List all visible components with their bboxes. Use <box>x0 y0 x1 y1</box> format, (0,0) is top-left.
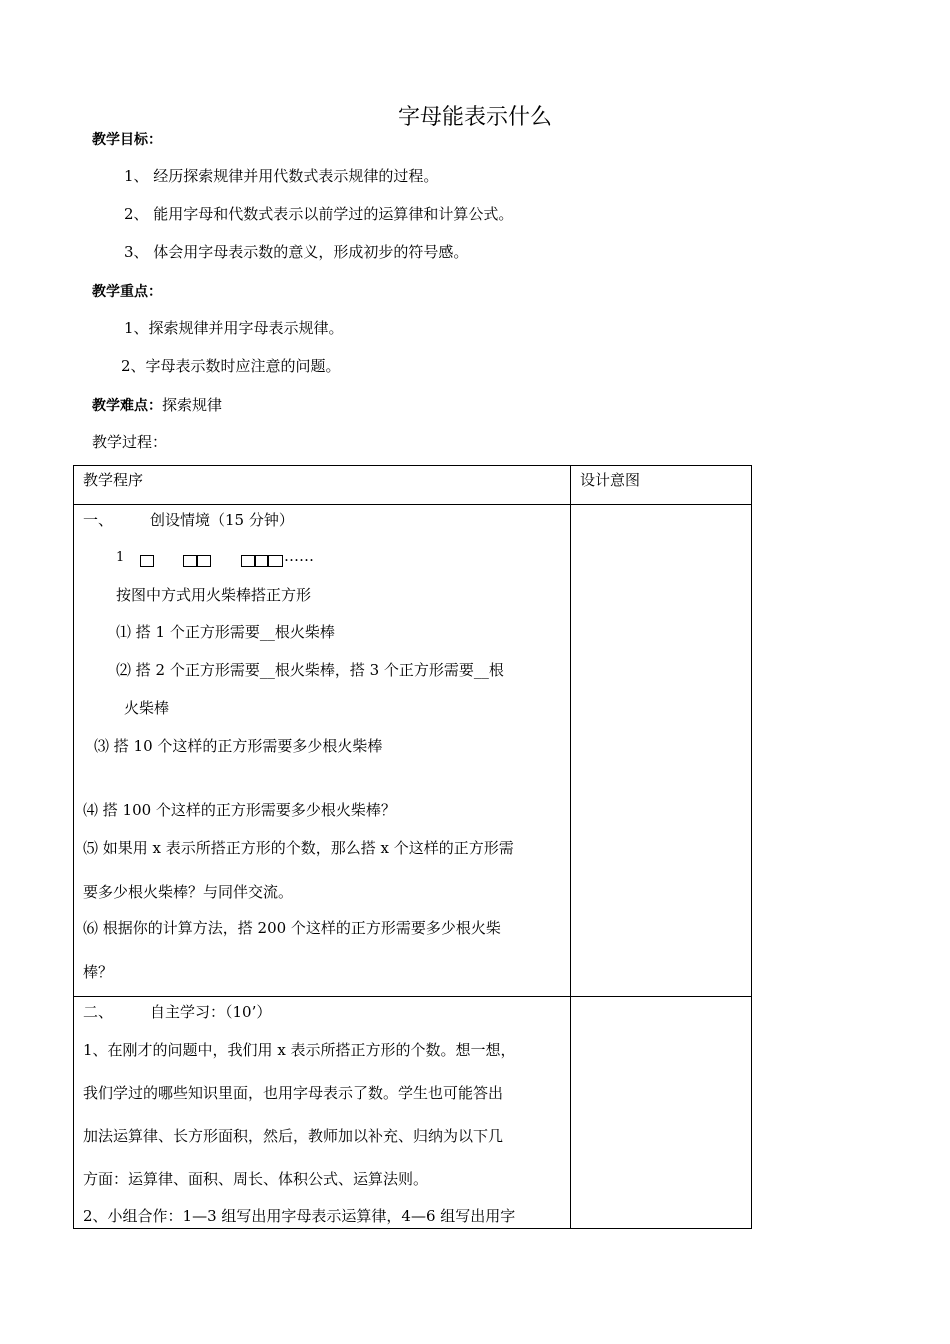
section1-number: 一、 <box>83 511 114 529</box>
two-squares <box>183 555 211 567</box>
section2-line: 2、小组合作：1—3 组写出用字母表示运算律，4—6 组写出用字 <box>83 1207 516 1225</box>
figure-label: 1 <box>116 550 125 565</box>
section2-line: 加法运算律、长方形面积，然后，教师加以补充、归纳为以下几 <box>83 1127 504 1145</box>
section1-title: 创设情境（15 分钟） <box>150 511 294 529</box>
figure-ellipsis: …… <box>284 547 314 565</box>
table-border-top <box>73 465 752 466</box>
table-border-right <box>751 465 752 1229</box>
table-header-intent: 设计意图 <box>580 471 641 489</box>
section2-line: 方面：运算律、面积、周长、体积公式、运算法则。 <box>83 1170 429 1188</box>
key-point-item: 1、探索规律并用字母表示规律。 <box>124 319 344 337</box>
section1-line: 按图中方式用火柴棒搭正方形 <box>116 586 312 604</box>
section1-line: ⑸ 如果用 x 表示所搭正方形的个数，那么搭 x 个这样的正方形需 <box>83 839 514 857</box>
difficulty-heading: 教学难点： <box>92 398 162 414</box>
table-column-divider <box>570 465 571 1229</box>
section1-line: ⑴ 搭 1 个正方形需要__根火柴棒 <box>116 623 335 641</box>
key-point-item: 2、字母表示数时应注意的问题。 <box>121 357 341 375</box>
section1-line: ⑵ 搭 2 个正方形需要__根火柴棒，搭 3 个正方形需要__根 <box>116 661 504 679</box>
process-label: 教学过程： <box>92 433 168 451</box>
key-points-heading: 教学重点： <box>92 284 162 300</box>
objective-item: 3、 体会用字母表示数的意义，形成初步的符号感。 <box>124 243 469 261</box>
section1-line: ⑹ 根据你的计算方法，搭 200 个这样的正方形需要多少根火柴 <box>83 919 501 937</box>
section1-line: 棒？ <box>83 963 114 981</box>
section2-number: 二、 <box>83 1003 114 1021</box>
difficulty-text: 探索规律 <box>162 396 223 414</box>
one-square <box>140 555 154 567</box>
section1-line: 火柴棒 <box>124 699 170 717</box>
table-border-left <box>73 465 74 1229</box>
table-row-divider <box>73 996 752 997</box>
table-header-procedure: 教学程序 <box>83 471 144 489</box>
section1-line: 要多少根火柴棒？与同伴交流。 <box>83 883 294 901</box>
section1-line: ⑶ 搭 10 个这样的正方形需要多少根火柴棒 <box>94 737 383 755</box>
section2-line: 1、在刚才的问题中，我们用 x 表示所搭正方形的个数。想一想， <box>83 1041 516 1059</box>
section2-line: 我们学过的哪些知识里面，也用字母表示了数。学生也可能答出 <box>83 1084 504 1102</box>
section2-title: 自主学习：（10’） <box>150 1003 272 1021</box>
objective-item: 1、 经历探索规律并用代数式表示规律的过程。 <box>124 167 439 185</box>
three-squares <box>241 555 283 567</box>
table-border-bottom <box>73 1228 752 1229</box>
difficulty-line <box>92 395 222 416</box>
page-title: 字母能表示什么 <box>397 105 552 130</box>
objectives-heading: 教学目标： <box>92 132 162 148</box>
table-header-divider <box>73 504 752 505</box>
objective-item: 2、 能用字母和代数式表示以前学过的运算律和计算公式。 <box>124 205 514 223</box>
section1-line: ⑷ 搭 100 个这样的正方形需要多少根火柴棒？ <box>83 801 396 819</box>
